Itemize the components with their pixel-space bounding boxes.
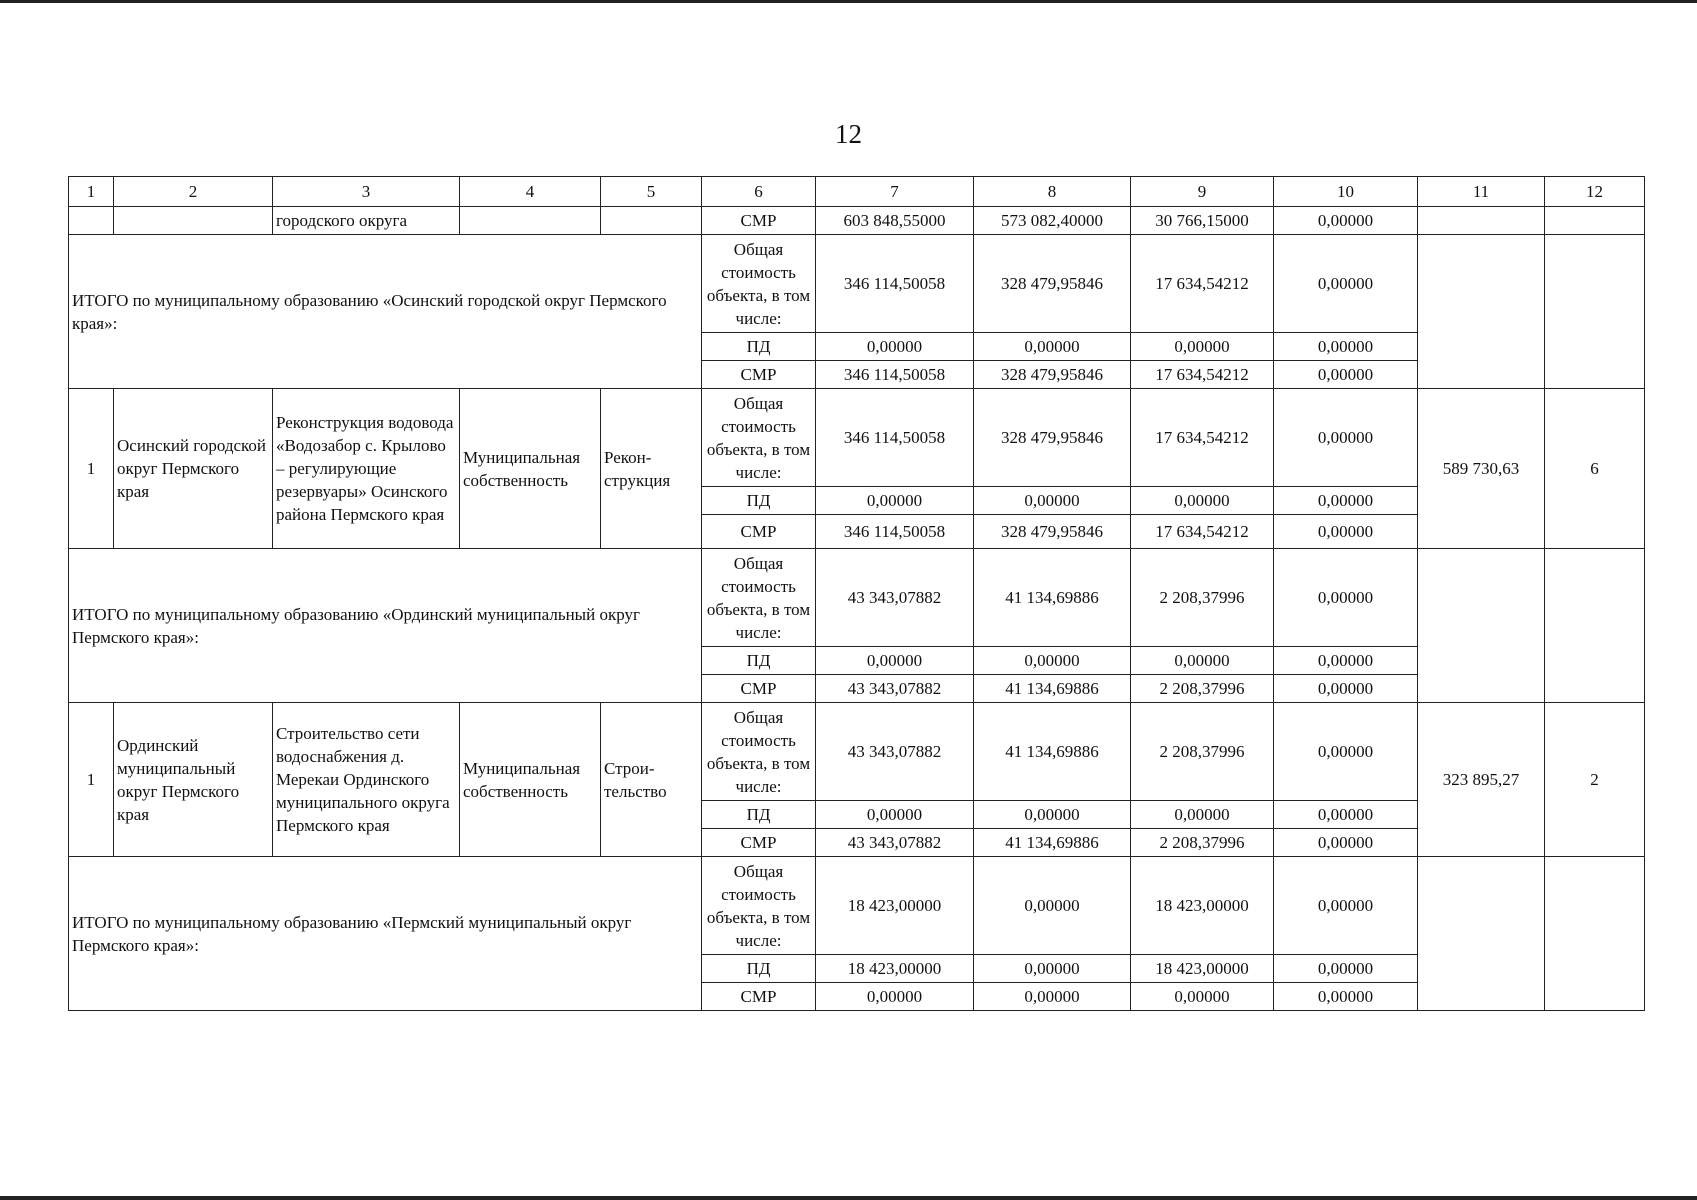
value-c8: 328 479,95846: [974, 389, 1131, 487]
cost-type-label: СМР: [702, 207, 816, 235]
empty-cell: [1545, 549, 1645, 703]
value-c12: 2: [1545, 703, 1645, 857]
continuation-row: [69, 207, 1645, 235]
value-c10: 0,00000: [1274, 549, 1418, 647]
value-c8: 41 134,69886: [974, 549, 1131, 647]
object-row-cost: [69, 703, 1645, 801]
cost-type-label: СМР: [702, 983, 816, 1011]
object-number: 1: [69, 703, 114, 857]
value-c10: 0,00000: [1274, 207, 1418, 235]
value-c10: 0,00000: [1274, 647, 1418, 675]
value-c9: 2 208,37996: [1131, 549, 1274, 647]
cost-type-label: СМР: [702, 675, 816, 703]
value-c8: 0,00000: [974, 333, 1131, 361]
cost-type-label: СМР: [702, 361, 816, 389]
page-number: 12: [835, 119, 862, 149]
cost-type-label: Общая стоимость объекта, в том числе:: [702, 389, 816, 487]
total-label: ИТОГО по муниципальному образованию «Осинский городской округ Пермского края»:: [69, 235, 702, 389]
value-c10: 0,00000: [1274, 361, 1418, 389]
empty-cell: [1418, 857, 1545, 1011]
value-c9: 0,00000: [1131, 983, 1274, 1011]
value-c10: 0,00000: [1274, 829, 1418, 857]
value-c7: 18 423,00000: [816, 857, 974, 955]
object-number: 1: [69, 389, 114, 549]
value-c10: 0,00000: [1274, 983, 1418, 1011]
value-c9: 2 208,37996: [1131, 829, 1274, 857]
cost-type-label: СМР: [702, 829, 816, 857]
value-c11: 323 895,27: [1418, 703, 1545, 857]
value-c10: 0,00000: [1274, 675, 1418, 703]
value-c7: 346 114,50058: [816, 389, 974, 487]
cost-type-label: ПД: [702, 647, 816, 675]
value-c7: 346 114,50058: [816, 235, 974, 333]
empty-cell: [1418, 207, 1545, 235]
value-c8: 41 134,69886: [974, 703, 1131, 801]
value-c9: 17 634,54212: [1131, 235, 1274, 333]
object-name: Реконструкция водовода «Водозабор с. Крылово – регулирующие резервуары» Осинского района Пермского края: [273, 389, 460, 549]
empty-cell: [1418, 549, 1545, 703]
value-c7: 43 343,07882: [816, 549, 974, 647]
value-c9: 2 208,37996: [1131, 703, 1274, 801]
value-c8: 0,00000: [974, 983, 1131, 1011]
cost-type-label: ПД: [702, 333, 816, 361]
value-c10: 0,00000: [1274, 487, 1418, 515]
value-c9: 18 423,00000: [1131, 857, 1274, 955]
cost-type-label: Общая стоимость объекта, в том числе:: [702, 857, 816, 955]
total-label: ИТОГО по муниципальному образованию «Пермский муниципальный округ Пермского края»:: [69, 857, 702, 1011]
total-row-cost: [69, 235, 1645, 333]
object-row-cost: [69, 389, 1645, 487]
value-c10: 0,00000: [1274, 857, 1418, 955]
cost-type-label: ПД: [702, 955, 816, 983]
object-name-continued: городского округа: [273, 207, 460, 235]
ownership-type: Муниципальная собственность: [460, 703, 601, 857]
header-cell: 7: [816, 177, 974, 207]
column-number-row: [69, 177, 1645, 207]
value-c8: 0,00000: [974, 955, 1131, 983]
value-c9: 17 634,54212: [1131, 515, 1274, 549]
value-c7: 0,00000: [816, 647, 974, 675]
value-c9: 0,00000: [1131, 647, 1274, 675]
object-name: Строительство сети водоснабжения д. Мерекаи Ординского муниципального округа Пермского края: [273, 703, 460, 857]
total-row-cost: [69, 549, 1645, 647]
header-cell: 2: [114, 177, 273, 207]
value-c7: 0,00000: [816, 983, 974, 1011]
municipality-name: Ординский муниципальный округ Пермского края: [114, 703, 273, 857]
value-c10: 0,00000: [1274, 801, 1418, 829]
header-cell: 3: [273, 177, 460, 207]
value-c8: 328 479,95846: [974, 361, 1131, 389]
value-c9: 17 634,54212: [1131, 389, 1274, 487]
empty-cell: [601, 207, 702, 235]
total-row-cost: [69, 857, 1645, 955]
empty-cell: [460, 207, 601, 235]
cost-type-label: Общая стоимость объекта, в том числе:: [702, 549, 816, 647]
value-c7: 43 343,07882: [816, 829, 974, 857]
value-c9: 0,00000: [1131, 333, 1274, 361]
value-c8: 328 479,95846: [974, 515, 1131, 549]
value-c9: 0,00000: [1131, 801, 1274, 829]
header-cell: 5: [601, 177, 702, 207]
value-c10: 0,00000: [1274, 703, 1418, 801]
value-c9: 18 423,00000: [1131, 955, 1274, 983]
value-c12: 6: [1545, 389, 1645, 549]
value-c10: 0,00000: [1274, 235, 1418, 333]
value-c8: 0,00000: [974, 647, 1131, 675]
value-c9: 2 208,37996: [1131, 675, 1274, 703]
value-c7: 0,00000: [816, 487, 974, 515]
value-c7: 346 114,50058: [816, 515, 974, 549]
value-c7: 18 423,00000: [816, 955, 974, 983]
value-c7: 603 848,55000: [816, 207, 974, 235]
empty-cell: [1545, 207, 1645, 235]
header-cell: 11: [1418, 177, 1545, 207]
empty-cell: [114, 207, 273, 235]
header-cell: 10: [1274, 177, 1418, 207]
value-c8: 41 134,69886: [974, 675, 1131, 703]
value-c8: 328 479,95846: [974, 235, 1131, 333]
budget-table: [68, 176, 1645, 1011]
work-type: Строи-тельство: [601, 703, 702, 857]
cost-type-label: Общая стоимость объекта, в том числе:: [702, 703, 816, 801]
value-c7: 0,00000: [816, 801, 974, 829]
cost-type-label: Общая стоимость объекта, в том числе:: [702, 235, 816, 333]
empty-cell: [69, 207, 114, 235]
value-c7: 43 343,07882: [816, 675, 974, 703]
value-c7: 43 343,07882: [816, 703, 974, 801]
value-c9: 17 634,54212: [1131, 361, 1274, 389]
cost-type-label: СМР: [702, 515, 816, 549]
cost-type-label: ПД: [702, 487, 816, 515]
header-cell: 9: [1131, 177, 1274, 207]
empty-cell: [1418, 235, 1545, 389]
value-c8: 0,00000: [974, 857, 1131, 955]
value-c8: 0,00000: [974, 801, 1131, 829]
ownership-type: Муниципальная собственность: [460, 389, 601, 549]
header-cell: 1: [69, 177, 114, 207]
value-c10: 0,00000: [1274, 515, 1418, 549]
header-cell: 6: [702, 177, 816, 207]
municipality-name: Осинский городской округ Пермского края: [114, 389, 273, 549]
scan-top-edge: [0, 0, 1697, 3]
header-cell: 12: [1545, 177, 1645, 207]
value-c8: 0,00000: [974, 487, 1131, 515]
cost-type-label: ПД: [702, 801, 816, 829]
work-type: Рекон-струкция: [601, 389, 702, 549]
empty-cell: [1545, 857, 1645, 1011]
value-c8: 573 082,40000: [974, 207, 1131, 235]
value-c9: 0,00000: [1131, 487, 1274, 515]
value-c11: 589 730,63: [1418, 389, 1545, 549]
value-c10: 0,00000: [1274, 333, 1418, 361]
value-c7: 0,00000: [816, 333, 974, 361]
header-cell: 8: [974, 177, 1131, 207]
value-c10: 0,00000: [1274, 389, 1418, 487]
value-c10: 0,00000: [1274, 955, 1418, 983]
value-c9: 30 766,15000: [1131, 207, 1274, 235]
total-label: ИТОГО по муниципальному образованию «Ординский муниципальный округ Пермского края»:: [69, 549, 702, 703]
header-cell: 4: [460, 177, 601, 207]
scan-bottom-edge: [0, 1196, 1697, 1200]
value-c7: 346 114,50058: [816, 361, 974, 389]
value-c8: 41 134,69886: [974, 829, 1131, 857]
empty-cell: [1545, 235, 1645, 389]
